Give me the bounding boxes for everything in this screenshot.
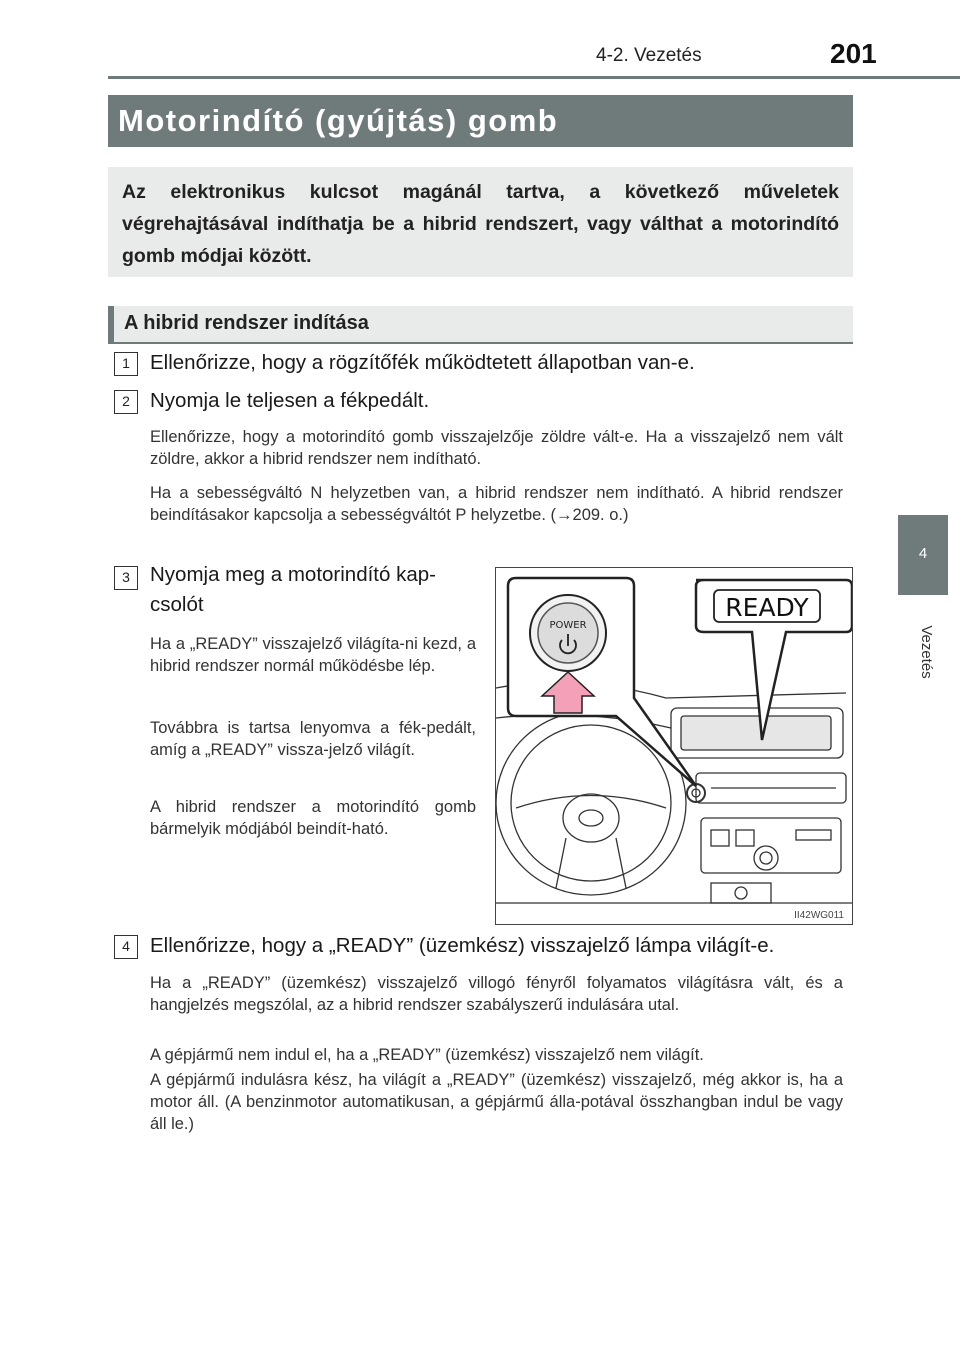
step-4-note-2: A gépjármű nem indul el, ha a „READY” (üzemkész) visszajelző nem világít. bbox=[150, 1046, 704, 1064]
intro-text: Az elektronikus kulcsot magánál tartva, a következő műveletek végrehajtásával indíthatja be a hibrid rendszert, vagy válthat a motorindító gomb módjai között. bbox=[122, 181, 839, 267]
step-3-note-3: A hibrid rendszer a motorindító gomb bármelyik módjából beindít-ható. bbox=[150, 798, 476, 838]
header-rule bbox=[108, 76, 960, 79]
dashboard-drawing bbox=[496, 568, 853, 925]
step-2-note-1: Ellenőrizze, hogy a motorindító gomb visszajelzője zöldre vált-e. Ha a visszajelző nem vált zöldre, akkor a hibrid rendszer nem indítható. bbox=[150, 428, 843, 468]
step-number-2: 2 bbox=[114, 390, 138, 414]
subheading-accent bbox=[108, 306, 114, 344]
subheading bbox=[108, 306, 853, 344]
step-3-note-2: Továbbra is tartsa lenyomva a fék-pedált, amíg a „READY” vissza-jelző világít. bbox=[150, 719, 476, 759]
step-number-1: 1 bbox=[114, 352, 138, 376]
step-3-text-line-1: Nyomja meg a motorindító kap- bbox=[150, 563, 436, 586]
power-label: POWER bbox=[549, 620, 587, 631]
step-1-text: Ellenőrizze, hogy a rögzítőfék működtetett állapotban van-e. bbox=[150, 351, 695, 374]
step-4-text: Ellenőrizze, hogy a „READY” (üzemkész) visszajelző lámpa világít-e. bbox=[150, 934, 775, 957]
step-3-text-line-2: csolót bbox=[150, 593, 204, 616]
page-number: 201 bbox=[830, 38, 877, 69]
ready-label: READY bbox=[725, 593, 809, 622]
intro-box bbox=[108, 167, 853, 277]
step-number-4: 4 bbox=[114, 935, 138, 959]
section-label: 4-2. Vezetés bbox=[596, 45, 702, 66]
chapter-side-label: Vezetés bbox=[918, 625, 935, 679]
step-4-note-3: A gépjármű indulásra kész, ha világít a „READY” (üzemkész) visszajelző, még akkor is, ha a motor áll. (A benzinmotor automatikusan, a gépjármű álla-potával összhangban indul be vagy áll le.) bbox=[150, 1071, 843, 1133]
dashboard-illustration bbox=[495, 567, 853, 925]
step-2-note-2: Ha a sebességváltó N helyzetben van, a hibrid rendszer nem indítható. A hibrid rendszer beindításakor kapcsolja a sebességváltót P helyzetbe. (→209. o.) bbox=[150, 484, 843, 524]
step-3-note-1: Ha a „READY” visszajelző világíta-ni kezd, a hibrid rendszer normál működésbe lép. bbox=[150, 635, 476, 675]
page-title: Motorindító (gyújtás) gomb bbox=[108, 95, 853, 147]
chapter-tab: 4 bbox=[898, 515, 948, 595]
step-number-3: 3 bbox=[114, 566, 138, 590]
step-2-text: Nyomja le teljesen a fékpedált. bbox=[150, 389, 430, 412]
step-4-note-1: Ha a „READY” (üzemkész) visszajelző villogó fényről folyamatos világításra vált, és a hangjelzés megszólal, az a hibrid rendszer szabályszerű indulására utal. bbox=[150, 974, 843, 1014]
subheading-text: A hibrid rendszer indítása bbox=[124, 312, 369, 334]
figure-code: II42WG011 bbox=[794, 910, 844, 921]
power-button-callout bbox=[508, 578, 696, 786]
